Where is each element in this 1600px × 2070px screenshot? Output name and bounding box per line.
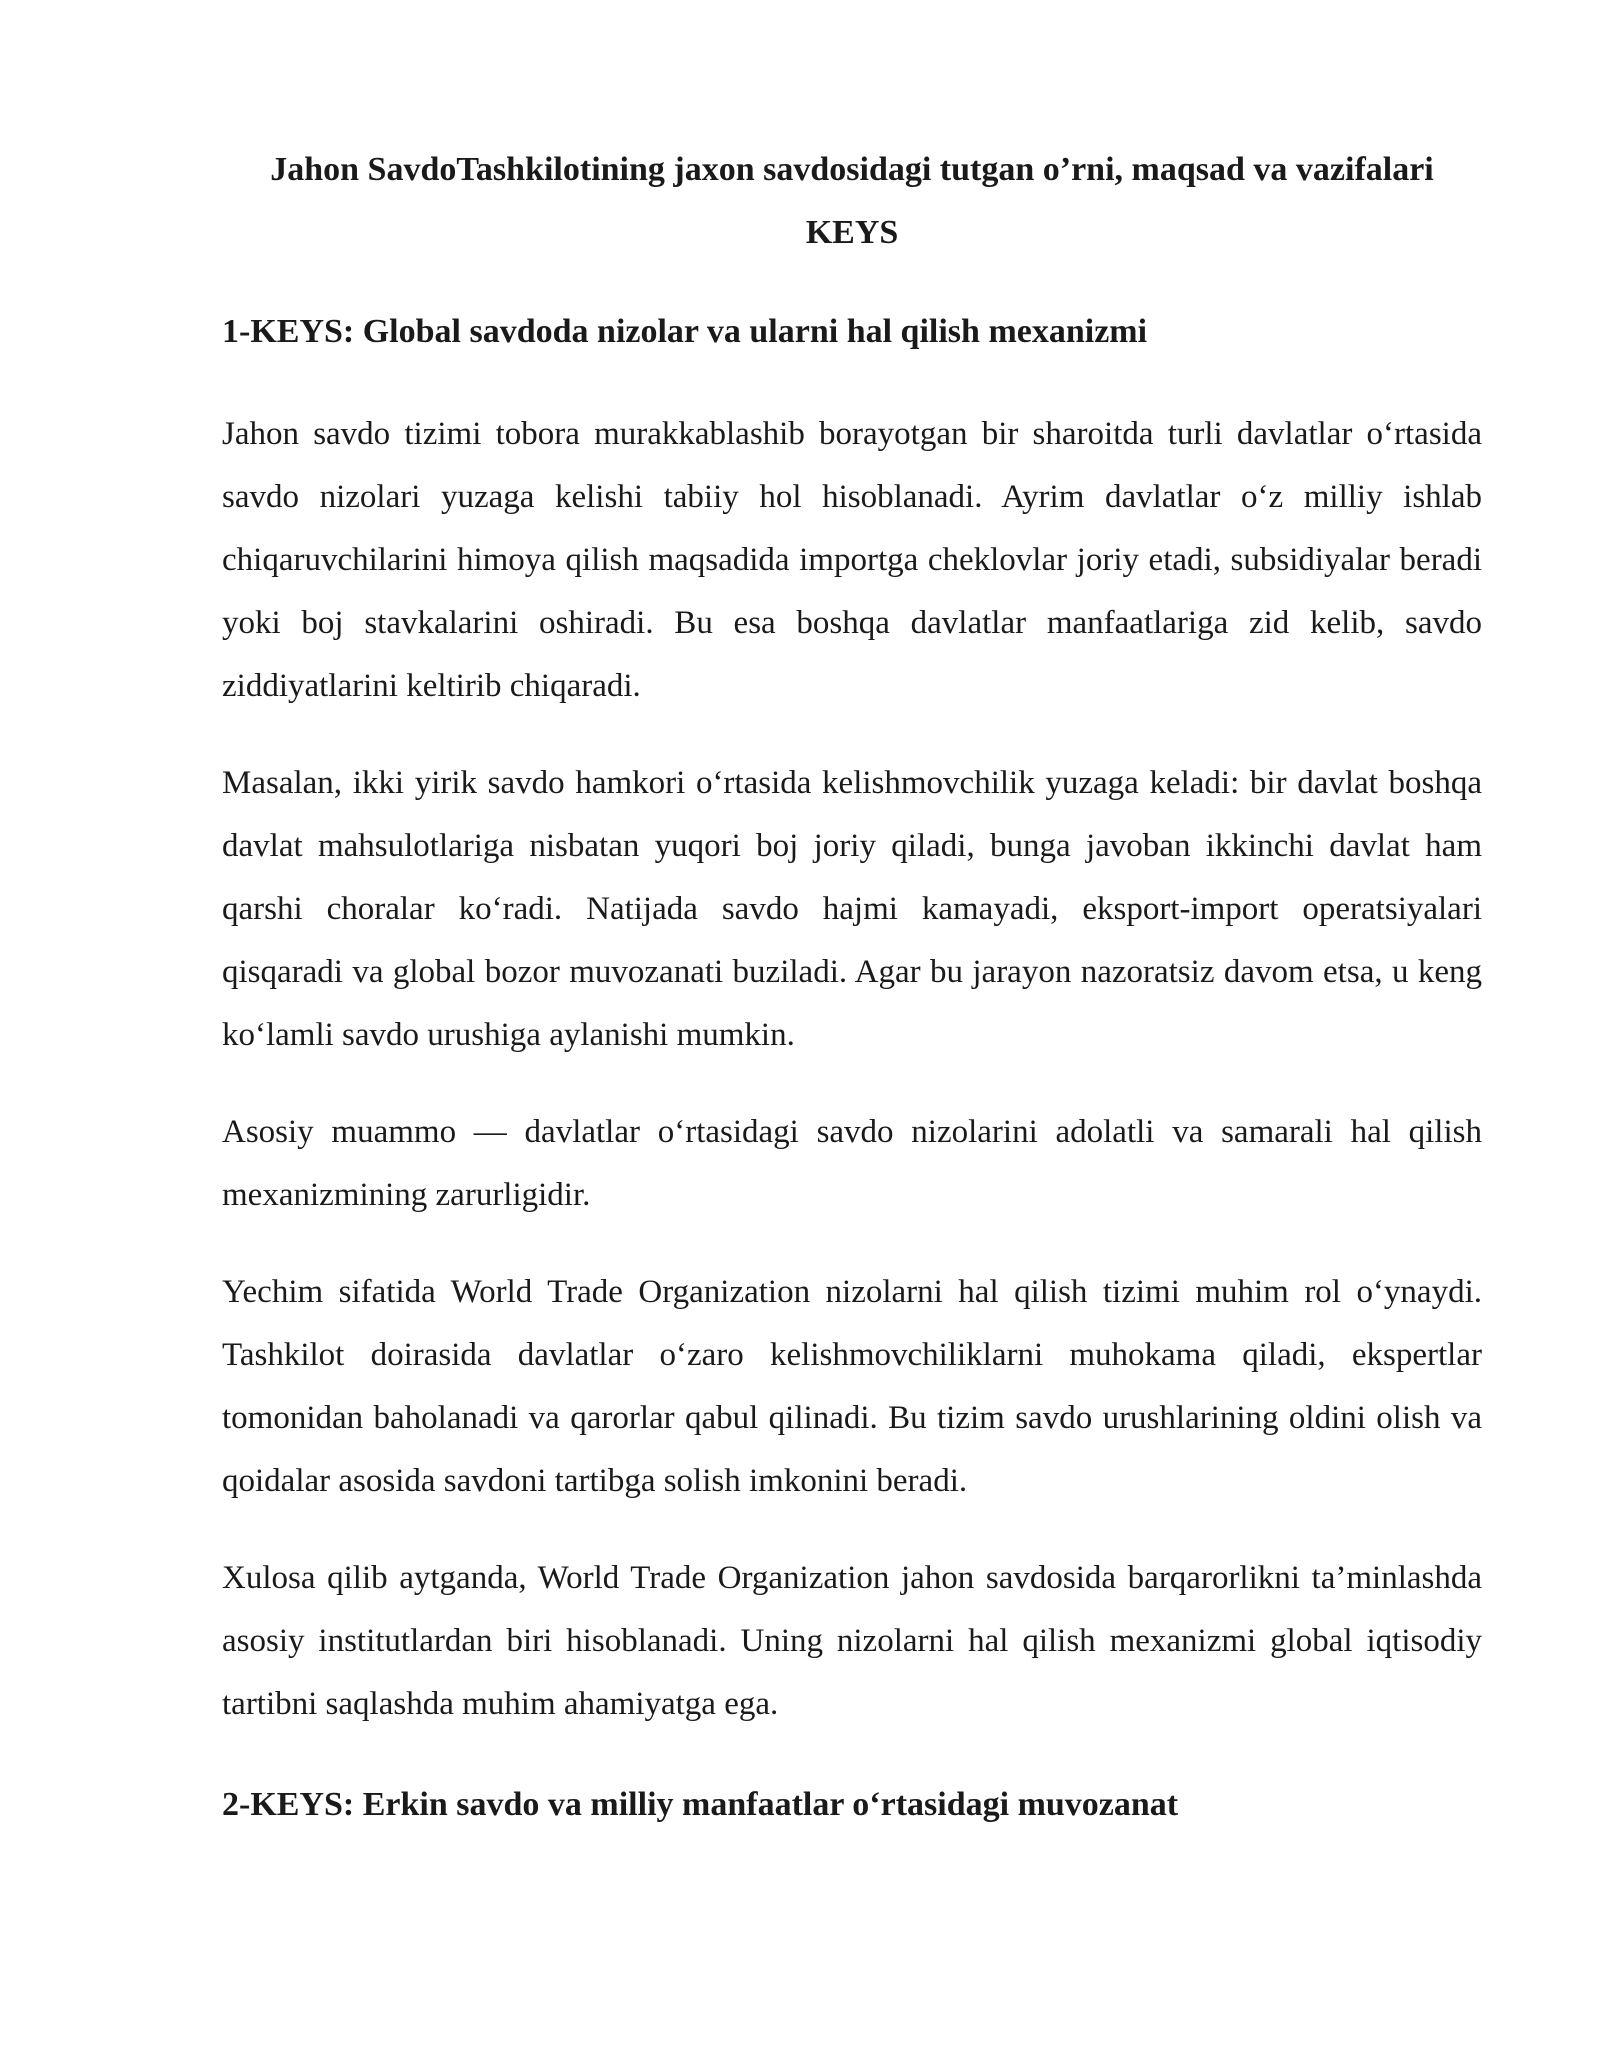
case-1-heading: 1-KEYS: Global savdoda nizolar va ularni hal qilish mexanizmi [222, 313, 1148, 350]
paragraph: Yechim sifatida World Trade Organization nizolarni hal qilish tizimi muhim rol o‘ynaydi. Tashkilot doirasida davlatlar o‘zaro kelishmovchiliklarni muhokama qiladi, ekspertlar tomonidan baholanadi va qarorlar qabul qilinadi. Bu tizim savdo urushlarining oldini olish va qoidalar asosida savdoni tartibga solish imkonini beradi. [222, 1274, 1482, 1499]
paragraph: Asosiy muammo — davlatlar o‘rtasidagi savdo nizolarini adolatli va samarali hal qilish mexanizmining zarurligidir. [222, 1114, 1482, 1213]
document-title: Jahon SavdoTashkilotining jaxon savdosidagi tutgan o’rni, maqsad va vazifalari [270, 151, 1434, 188]
paragraph: Masalan, ikki yirik savdo hamkori o‘rtasida kelishmovchilik yuzaga keladi: bir davlat boshqa davlat mahsulotlariga nisbatan yuqori boj joriy qiladi, bunga javoban ikkinchi davlat ham qarshi choralar ko‘radi. Natijada savdo hajmi kamayadi, eksport-import operatsiyalari qisqaradi va global bozor muvozanati buziladi. Agar bu jarayon nazoratsiz davom etsa, u keng ko‘lamli savdo urushiga aylanishi mumkin. [222, 765, 1482, 1053]
case-2-heading: 2-KEYS: Erkin savdo va milliy manfaatlar o‘rtasidagi muvozanat [222, 1786, 1179, 1823]
paragraph: Jahon savdo tizimi tobora murakkablashib borayotgan bir sharoitda turli davlatlar o‘rtasida savdo nizolari yuzaga kelishi tabiiy hol hisoblanadi. Ayrim davlatlar o‘z milliy ishlab chiqaruvchilarini himoya qilish maqsadida importga cheklovlar joriy etadi, subsidiyalar beradi yoki boj stavkalarini oshiradi. Bu esa boshqa davlatlar manfaatlariga zid kelib, savdo ziddiyatlarini keltirib chiqaradi. [222, 416, 1482, 704]
paragraph: Xulosa qilib aytganda, World Trade Organization jahon savdosida barqarorlikni ta’minlashda asosiy institutlardan biri hisoblanadi. Uning nizolarni hal qilish mexanizmi global iqtisodiy tartibni saqlashda muhim ahamiyatga ega. [222, 1560, 1482, 1722]
document-subtitle: KEYS [805, 214, 899, 251]
